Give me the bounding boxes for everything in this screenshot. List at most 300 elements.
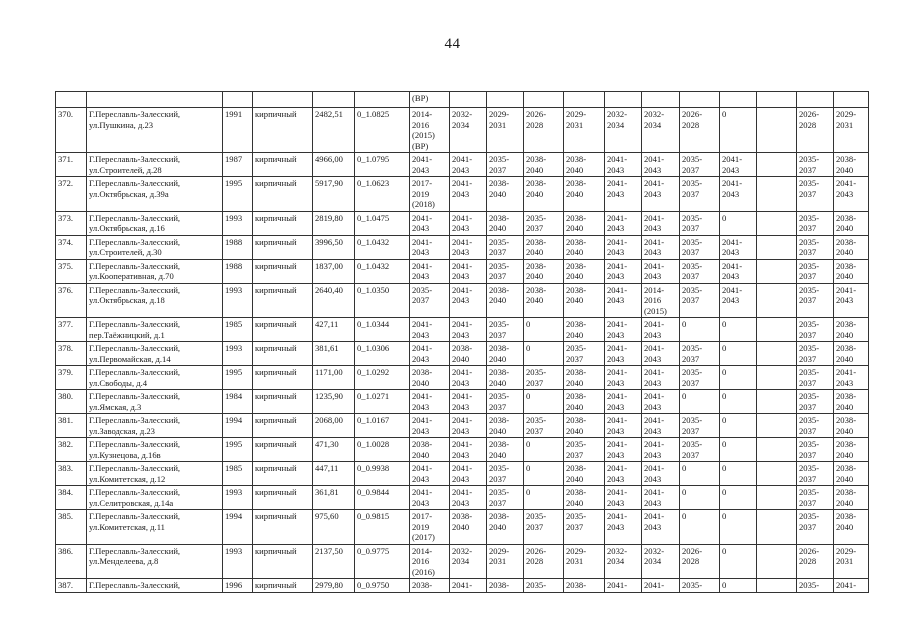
cell-wall-material: кирпичный <box>253 462 313 486</box>
cell-address: Г.Переславль-Залесский, ул.Строителей, д.30 <box>87 235 223 259</box>
cell-work-period-6: 2041- 2043 <box>605 438 642 462</box>
cell-row-number: 382. <box>56 438 87 462</box>
cell <box>524 92 564 108</box>
cell-work-period-8: 2035- 2037 <box>680 283 720 318</box>
cell-work-period-1: 2041- 2043 <box>410 235 450 259</box>
table-row <box>56 486 869 510</box>
cell-priority-index: 0_1.0306 <box>355 342 410 366</box>
cell-work-period-6: 2041- 2043 <box>605 235 642 259</box>
cell-wall-material: кирпичный <box>253 390 313 414</box>
table-row <box>56 342 869 366</box>
cell-work-period-3: 2035- 2037 <box>487 153 524 177</box>
cell-area: 361,81 <box>313 486 355 510</box>
cell-area: 2819,80 <box>313 211 355 235</box>
cell-work-period-2: 2038- 2040 <box>450 510 487 545</box>
cell-work-period-5: 2038- 2040 <box>564 390 605 414</box>
cell-work-period-5: 2038- 2040 <box>564 153 605 177</box>
cell-work-period-4: 2035- <box>524 579 564 593</box>
cell-address: Г.Переславль-Залесский, ул.Октябрьская, д.18 <box>87 283 223 318</box>
cell-area: 447,11 <box>313 462 355 486</box>
cell-work-period-10 <box>757 544 797 579</box>
cell <box>253 92 313 108</box>
cell-priority-index: 0_0.9775 <box>355 544 410 579</box>
cell-work-period-2: 2041- 2043 <box>450 414 487 438</box>
cell-priority-index: 0_1.0350 <box>355 283 410 318</box>
cell-address: Г.Переславль-Залесский, ул.Заводская, д.23 <box>87 414 223 438</box>
cell-row-number: 377. <box>56 318 87 342</box>
cell-priority-index: 0_1.0825 <box>355 108 410 153</box>
cell-priority-index: 0_1.0475 <box>355 211 410 235</box>
cell-work-period-11: 2035- 2037 <box>797 259 834 283</box>
cell-work-period-3: 2038- 2040 <box>487 414 524 438</box>
cell-work-period-11: 2035- 2037 <box>797 462 834 486</box>
cell-row-number: 374. <box>56 235 87 259</box>
cell-work-period-9: 0 <box>720 108 757 153</box>
cell <box>797 92 834 108</box>
cell <box>87 92 223 108</box>
cell-work-period-7: 2041- 2043 <box>642 318 680 342</box>
cell-address: Г.Переславль-Залесский, <box>87 579 223 593</box>
cell-work-period-10 <box>757 283 797 318</box>
cell-work-period-11: 2026- 2028 <box>797 108 834 153</box>
page-number: 44 <box>444 36 461 52</box>
cell-wall-material: кирпичный <box>253 544 313 579</box>
cell-work-period-6: 2041- <box>605 579 642 593</box>
cell-wall-material: кирпичный <box>253 283 313 318</box>
cell-work-period-12: 2038- 2040 <box>834 414 869 438</box>
cell-row-number: 375. <box>56 259 87 283</box>
cell <box>223 92 253 108</box>
cell-work-period-2: 2041- 2043 <box>450 259 487 283</box>
cell-work-period-3: 2035- 2037 <box>487 390 524 414</box>
cell-work-period-9: 2041- 2043 <box>720 177 757 212</box>
cell-work-period-8: 2035- 2037 <box>680 366 720 390</box>
cell-row-number: 373. <box>56 211 87 235</box>
cell-work-period-8: 2026- 2028 <box>680 108 720 153</box>
cell-work-period-7: 2041- 2043 <box>642 259 680 283</box>
table-row <box>56 366 869 390</box>
cell-work-period-6: 2041- 2043 <box>605 390 642 414</box>
cell-work-period-2: 2041- 2043 <box>450 366 487 390</box>
cell-work-period-3: 2029- 2031 <box>487 544 524 579</box>
cell-work-period-4: 2038- 2040 <box>524 153 564 177</box>
cell-row-number: 372. <box>56 177 87 212</box>
cell-wall-material: кирпичный <box>253 259 313 283</box>
cell-work-period-3: 2038- 2040 <box>487 211 524 235</box>
table-row <box>56 235 869 259</box>
cell-work-period-8: 2035- 2037 <box>680 153 720 177</box>
cell-work-period-5: 2038- 2040 <box>564 414 605 438</box>
cell-year-built: 1993 <box>223 211 253 235</box>
cell-work-period-3: 2038- 2040 <box>487 177 524 212</box>
cell-work-period-12: 2041- 2043 <box>834 283 869 318</box>
cell-area: 2137,50 <box>313 544 355 579</box>
cell-wall-material: кирпичный <box>253 414 313 438</box>
cell-work-period-5: 2038- 2040 <box>564 235 605 259</box>
cell-work-period-4: 2038- 2040 <box>524 235 564 259</box>
cell-work-period-11: 2035- 2037 <box>797 438 834 462</box>
cell-address: Г.Переславль-Залесский, ул.Пушкина, д.23 <box>87 108 223 153</box>
cell-work-period-7: 2032- 2034 <box>642 544 680 579</box>
cell-wall-material: кирпичный <box>253 153 313 177</box>
cell-row-number: 371. <box>56 153 87 177</box>
cell-work-period-2: 2041- 2043 <box>450 318 487 342</box>
cell-address: Г.Переславль-Залесский, ул.Свободы, д.4 <box>87 366 223 390</box>
cell-work-period-4: 2038- 2040 <box>524 283 564 318</box>
cell-work-period-2: 2041- 2043 <box>450 235 487 259</box>
cell-work-period-4: 0 <box>524 462 564 486</box>
cell-work-period-10 <box>757 366 797 390</box>
cell-area: 1235,90 <box>313 390 355 414</box>
cell <box>450 92 487 108</box>
cell-wall-material: кирпичный <box>253 108 313 153</box>
cell-work-period-4: 0 <box>524 342 564 366</box>
cell-work-period-3: 2035- 2037 <box>487 486 524 510</box>
cell-work-period-10 <box>757 318 797 342</box>
cell-work-period-10 <box>757 211 797 235</box>
cell-work-period-10 <box>757 438 797 462</box>
cell-priority-index: 0_1.0795 <box>355 153 410 177</box>
cell-work-period-5: 2029- 2031 <box>564 544 605 579</box>
table-body <box>56 92 869 593</box>
cell-work-period-2: 2032- 2034 <box>450 544 487 579</box>
cell-area: 975,60 <box>313 510 355 545</box>
cell-year-built: 1984 <box>223 390 253 414</box>
cell-work-period-10 <box>757 177 797 212</box>
cell-work-period-10 <box>757 235 797 259</box>
cell-work-period-5: 2029- 2031 <box>564 108 605 153</box>
cell-work-period-7: 2041- <box>642 579 680 593</box>
cell-wall-material: кирпичный <box>253 366 313 390</box>
cell-address: Г.Переславль-Залесский, пер.Таёжницкий, д.1 <box>87 318 223 342</box>
cell-work-period-9: 2041- 2043 <box>720 283 757 318</box>
cell-work-period-6: 2041- 2043 <box>605 366 642 390</box>
cell-work-period-9: 2041- 2043 <box>720 153 757 177</box>
continuation-row <box>56 92 869 108</box>
cell-work-period-9: 0 <box>720 342 757 366</box>
cell-work-period-7: 2041- 2043 <box>642 414 680 438</box>
cell-work-period-5: 2038- 2040 <box>564 462 605 486</box>
cell-work-period-3: 2035- 2037 <box>487 259 524 283</box>
cell-work-period-10 <box>757 486 797 510</box>
cell-work-period-10 <box>757 579 797 593</box>
cell-work-period-10 <box>757 462 797 486</box>
cell-priority-index: 0_1.0292 <box>355 366 410 390</box>
cell-work-period-1: 2041- 2043 <box>410 259 450 283</box>
cell-work-period-8: 2035- 2037 <box>680 414 720 438</box>
cell-work-period-9: 0 <box>720 366 757 390</box>
cell-work-period-1: 2038- 2040 <box>410 366 450 390</box>
cell-work-period-6: 2041- 2043 <box>605 342 642 366</box>
cell-work-period-8: 0 <box>680 390 720 414</box>
cell-work-period-1: 2041- 2043 <box>410 462 450 486</box>
cell-year-built: 1995 <box>223 177 253 212</box>
cell-address: Г.Переславль-Залесский, ул.Кооперативная, д.70 <box>87 259 223 283</box>
cell-work-period-11: 2035- 2037 <box>797 283 834 318</box>
cell-wall-material: кирпичный <box>253 211 313 235</box>
cell-work-period-5: 2038- 2040 <box>564 318 605 342</box>
cell-work-period-9: 0 <box>720 510 757 545</box>
cell-address: Г.Переславль-Залесский, ул.Первомайская, д.14 <box>87 342 223 366</box>
cell-year-built: 1994 <box>223 510 253 545</box>
cell-work-period-12: 2041- 2043 <box>834 366 869 390</box>
cell-work-period-2: 2038- 2040 <box>450 342 487 366</box>
cell-priority-index: 0_1.0028 <box>355 438 410 462</box>
cell-work-period-3: 2035- 2037 <box>487 462 524 486</box>
cell-work-period-5: 2035- 2037 <box>564 510 605 545</box>
cell-work-period-11: 2035- 2037 <box>797 486 834 510</box>
cell-work-period-11: 2035- 2037 <box>797 510 834 545</box>
cell-address: Г.Переславль-Залесский, ул.Менделеева, д.8 <box>87 544 223 579</box>
housing-register-table <box>55 91 869 593</box>
cell-work-period-3: 2038- 2040 <box>487 283 524 318</box>
table-row <box>56 318 869 342</box>
table-row <box>56 153 869 177</box>
cell <box>487 92 524 108</box>
cell-work-period-3: 2029- 2031 <box>487 108 524 153</box>
cell-work-period-4: 0 <box>524 318 564 342</box>
cell-area: 1171,00 <box>313 366 355 390</box>
cell-work-period-1: 2041- 2043 <box>410 486 450 510</box>
cell-address: Г.Переславль-Залесский, ул.Ямская, д.3 <box>87 390 223 414</box>
cell-work-period-12: 2038- 2040 <box>834 510 869 545</box>
cell-area: 5917,90 <box>313 177 355 212</box>
cell-address: Г.Переславль-Залесский, ул.Селитровская, д.14а <box>87 486 223 510</box>
table-row <box>56 462 869 486</box>
cell-work-period-8: 2035- 2037 <box>680 211 720 235</box>
cell-row-number: 376. <box>56 283 87 318</box>
cell-work-period-6: 2041- 2043 <box>605 259 642 283</box>
cell-work-period-9: 0 <box>720 462 757 486</box>
cell-work-period-11: 2035- 2037 <box>797 177 834 212</box>
cell <box>680 92 720 108</box>
cell-work-period-1: 2014- 2016 (2016) <box>410 544 450 579</box>
cell <box>313 92 355 108</box>
cell-work-period-4: 2035- 2037 <box>524 366 564 390</box>
cell-work-period-12: 2038- 2040 <box>834 153 869 177</box>
cell-work-period-7: 2041- 2043 <box>642 211 680 235</box>
cell-work-period-7: 2041- 2043 <box>642 153 680 177</box>
cell-work-period-6: 2041- 2043 <box>605 486 642 510</box>
cell-work-period-8: 2035- 2037 <box>680 235 720 259</box>
cell-work-period-1: 2041- 2043 <box>410 342 450 366</box>
cell-work-period-3: 2038- <box>487 579 524 593</box>
cell-wall-material: кирпичный <box>253 510 313 545</box>
cell-year-built: 1993 <box>223 544 253 579</box>
cell-work-period-6: 2041- 2043 <box>605 177 642 212</box>
cell-work-period-11: 2035- 2037 <box>797 342 834 366</box>
cell-priority-index: 0_1.0167 <box>355 414 410 438</box>
cell-work-period-7: 2041- 2043 <box>642 438 680 462</box>
cell-area: 2979,80 <box>313 579 355 593</box>
cell-work-period-9: 0 <box>720 486 757 510</box>
cell <box>355 92 410 108</box>
cell-work-period-11: 2035- 2037 <box>797 235 834 259</box>
cell-work-period-2: 2032- 2034 <box>450 108 487 153</box>
cell-address: Г.Переславль-Залесский, ул.Комитетская, д.12 <box>87 462 223 486</box>
cell <box>720 92 757 108</box>
cell-work-period-4: 2035- 2037 <box>524 510 564 545</box>
cell-address: Г.Переславль-Залесский, ул.Строителей, д.28 <box>87 153 223 177</box>
cell-work-period-11: 2035- 2037 <box>797 153 834 177</box>
cell-work-period-5: 2038- 2040 <box>564 283 605 318</box>
cell-row-number: 380. <box>56 390 87 414</box>
cell-work-period-9: 0 <box>720 211 757 235</box>
cell-work-period-8: 2035- <box>680 579 720 593</box>
cell-wall-material: кирпичный <box>253 579 313 593</box>
cell-year-built: 1995 <box>223 366 253 390</box>
cell-work-period-12: 2038- 2040 <box>834 462 869 486</box>
cell-work-period-12: 2029- 2031 <box>834 108 869 153</box>
cell-work-period-5: 2038- 2040 <box>564 177 605 212</box>
cell-address: Г.Переславль-Залесский, ул.Октябрьская, д.16 <box>87 211 223 235</box>
cell-priority-index: 0_0.9844 <box>355 486 410 510</box>
cell-area: 1837,00 <box>313 259 355 283</box>
cell-work-period-11: 2035- 2037 <box>797 366 834 390</box>
table-row <box>56 438 869 462</box>
cell-work-period-1: 2041- 2043 <box>410 153 450 177</box>
cell-year-built: 1996 <box>223 579 253 593</box>
cell <box>642 92 680 108</box>
cell-priority-index: 0_1.0432 <box>355 259 410 283</box>
cell-work-period-4: 2038- 2040 <box>524 259 564 283</box>
cell-wall-material: кирпичный <box>253 438 313 462</box>
cell-priority-index: 0_0.9938 <box>355 462 410 486</box>
cell-work-period-9: 0 <box>720 318 757 342</box>
table-row <box>56 283 869 318</box>
cell-work-period-8: 0 <box>680 318 720 342</box>
cell-wall-material: кирпичный <box>253 486 313 510</box>
cell-work-period-12: 2038- 2040 <box>834 438 869 462</box>
cell-work-period-12: 2038- 2040 <box>834 390 869 414</box>
cell-work-period-2: 2041- 2043 <box>450 486 487 510</box>
cell-work-period-11: 2035- 2037 <box>797 318 834 342</box>
cell-work-period-4: 0 <box>524 486 564 510</box>
cell-work-period-6: 2041- 2043 <box>605 462 642 486</box>
cell-area: 381,61 <box>313 342 355 366</box>
cell-year-built: 1988 <box>223 259 253 283</box>
cell-work-period-4: 2038- 2040 <box>524 177 564 212</box>
cell-work-period-4: 2026- 2028 <box>524 108 564 153</box>
cell-priority-index: 0_1.0623 <box>355 177 410 212</box>
cell-work-period-3: 2038- 2040 <box>487 510 524 545</box>
cell-work-period-4: 2035- 2037 <box>524 211 564 235</box>
cell-priority-index: 0_0.9815 <box>355 510 410 545</box>
table-row <box>56 544 869 579</box>
cell-work-period-9: 0 <box>720 414 757 438</box>
cell-work-period-11: 2035- 2037 <box>797 414 834 438</box>
cell-priority-index: 0_1.0432 <box>355 235 410 259</box>
cell-work-period-6: 2041- 2043 <box>605 211 642 235</box>
cell-work-period-2: 2041- 2043 <box>450 211 487 235</box>
cell-work-period-6: 2032- 2034 <box>605 544 642 579</box>
cell-work-period-9: 0 <box>720 438 757 462</box>
cell-work-period-8: 2035- 2037 <box>680 177 720 212</box>
cell-work-period-1: 2017- 2019 (2018) <box>410 177 450 212</box>
cell-area: 2068,00 <box>313 414 355 438</box>
cell-work-period-10 <box>757 153 797 177</box>
cell-row-number: 379. <box>56 366 87 390</box>
cell-work-period-2: 2041- 2043 <box>450 153 487 177</box>
table-row <box>56 259 869 283</box>
cell-work-period-3: 2035- 2037 <box>487 318 524 342</box>
cell-work-period-9: 2041- 2043 <box>720 259 757 283</box>
cell-priority-index: 0_1.0271 <box>355 390 410 414</box>
cell-work-period-2: 2041- 2043 <box>450 462 487 486</box>
cell-year-built: 1993 <box>223 283 253 318</box>
cell-year-built: 1988 <box>223 235 253 259</box>
cell-work-period-8: 2035- 2037 <box>680 438 720 462</box>
cell-row-number: 378. <box>56 342 87 366</box>
cell-work-period-11: 2035- 2037 <box>797 390 834 414</box>
cell-work-period-6: 2032- 2034 <box>605 108 642 153</box>
cell-work-period-4: 2035- 2037 <box>524 414 564 438</box>
cell-row-number: 385. <box>56 510 87 545</box>
cell-address: Г.Переславль-Залесский, ул.Комитетская, д.11 <box>87 510 223 545</box>
cell-work-period-8: 0 <box>680 462 720 486</box>
cell-work-period-1: 2038- <box>410 579 450 593</box>
cell-work-period-4: 0 <box>524 438 564 462</box>
cell-wall-material: кирпичный <box>253 235 313 259</box>
cell-row-number: 370. <box>56 108 87 153</box>
cell-work-period-6: 2041- 2043 <box>605 153 642 177</box>
cell-area: 3996,50 <box>313 235 355 259</box>
cell-work-period-5: 2038- 2040 <box>564 259 605 283</box>
cell-work-period-10 <box>757 342 797 366</box>
cell-work-period-1: 2041- 2043 <box>410 390 450 414</box>
cell-year-built: 1991 <box>223 108 253 153</box>
cell-work-period-7: 2041- 2043 <box>642 235 680 259</box>
cell-year-built: 1994 <box>223 414 253 438</box>
cell-work-period-7: 2041- 2043 <box>642 486 680 510</box>
cell-work-period-2: 2041- 2043 <box>450 390 487 414</box>
cell-work-period-11: 2035- 2037 <box>797 211 834 235</box>
cell-year-built: 1987 <box>223 153 253 177</box>
cell-work-period-12: 2038- 2040 <box>834 342 869 366</box>
cell-work-period-9: 2041- 2043 <box>720 235 757 259</box>
cell-work-period-12: 2038- 2040 <box>834 211 869 235</box>
cell-work-period-3: 2038- 2040 <box>487 342 524 366</box>
cell-work-period-1: 2041- 2043 <box>410 318 450 342</box>
cell-work-period-12: 2041- <box>834 579 869 593</box>
cell-work-period-6: 2041- 2043 <box>605 414 642 438</box>
cell-work-period-9: 0 <box>720 579 757 593</box>
cell-work-period-2: 2041- <box>450 579 487 593</box>
cell-work-period-8: 0 <box>680 510 720 545</box>
cell-work-period-8: 2035- 2037 <box>680 342 720 366</box>
cell-work-period-7: 2041- 2043 <box>642 462 680 486</box>
cell-work-period-8: 0 <box>680 486 720 510</box>
table-row <box>56 579 869 593</box>
cell-work-period-7: 2032- 2034 <box>642 108 680 153</box>
cell-year-built: 1995 <box>223 438 253 462</box>
cell-work-period-2: 2041- 2043 <box>450 283 487 318</box>
cell-work-period-3: 2038- 2040 <box>487 438 524 462</box>
cell-work-period-5: 2035- 2037 <box>564 342 605 366</box>
cell-work-period-7: 2014- 2016 (2015) <box>642 283 680 318</box>
cell-priority-index: 0_1.0344 <box>355 318 410 342</box>
cell-work-period-8: 2026- 2028 <box>680 544 720 579</box>
cell-work-period-6: 2041- 2043 <box>605 283 642 318</box>
cell-work-period-1: 2017- 2019 (2017) <box>410 510 450 545</box>
table-row <box>56 177 869 212</box>
cell-work-period-1: 2035- 2037 <box>410 283 450 318</box>
cell-priority-index: 0_0.9750 <box>355 579 410 593</box>
cell-work-period-12: 2038- 2040 <box>834 318 869 342</box>
cell <box>605 92 642 108</box>
cell-work-period-1: 2041- 2043 <box>410 414 450 438</box>
cell-work-period-10 <box>757 108 797 153</box>
